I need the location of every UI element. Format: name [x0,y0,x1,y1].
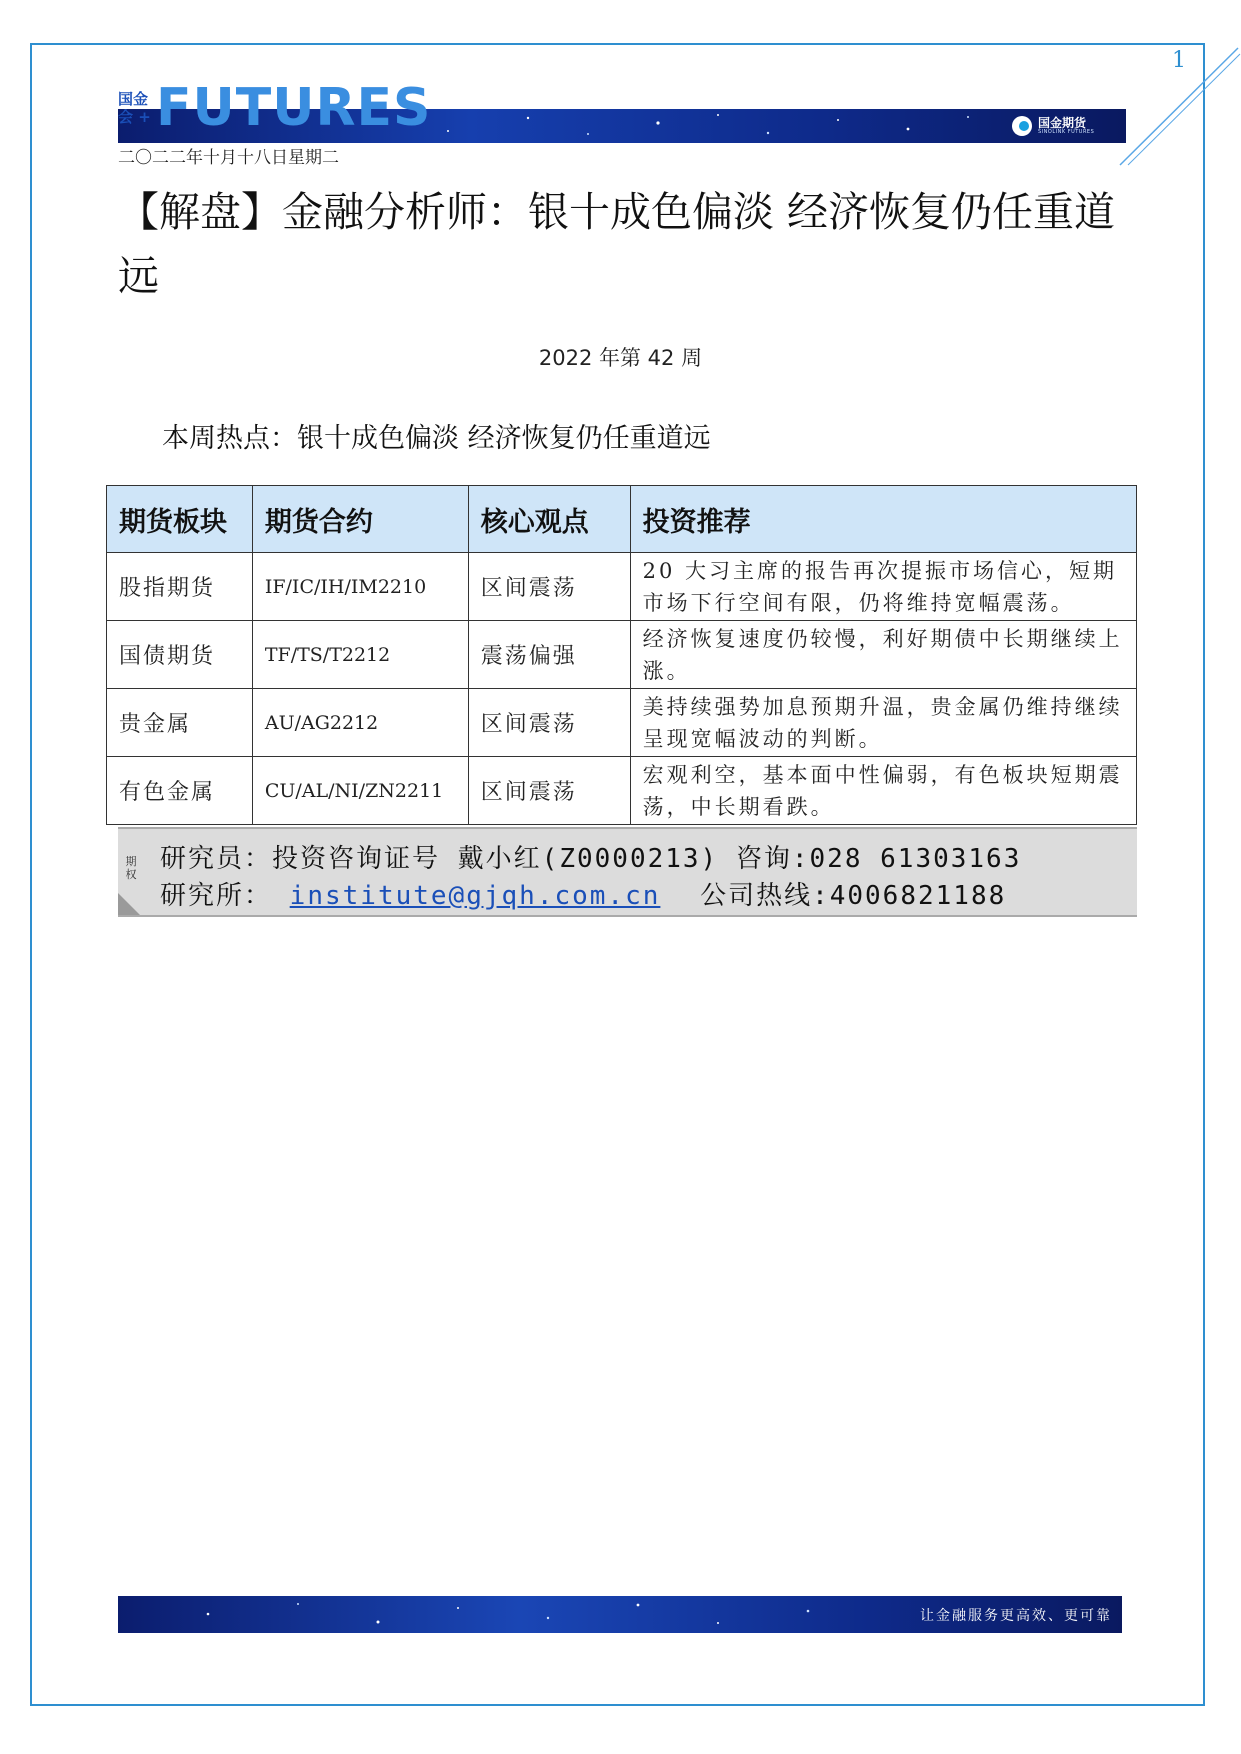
cell-recommendation: 经济恢复速度仍较慢，利好期债中长期继续上涨。 [630,621,1136,689]
futures-wordmark: FUTURES [156,78,432,138]
institute-label: 研究所： [160,881,273,911]
recommendation-table [106,485,1137,825]
logo-subtext: SINOLINK FUTURES [1038,129,1095,135]
cell-contract: AU/AG2212 [252,689,468,757]
contact-tag [122,855,140,881]
tag-line1: 期 [125,855,137,868]
mark-line2: 会 + [118,108,151,126]
hot-topic: 本周热点：银十成色偏淡 经济恢复仍任重道远 [162,423,711,454]
logo-text: 国金期货 [1038,116,1087,130]
cell-view: 震荡偏强 [468,621,630,689]
cell-contract: CU/AL/NI/ZN2211 [252,757,468,825]
header-view: 核心观点 [468,486,630,553]
table-header-row [107,486,1137,553]
footer-slogan: 让金融服务更高效、更可靠 [920,1608,1112,1624]
table-row [107,621,1137,689]
cell-sector: 国债期货 [107,621,253,689]
cell-view: 区间震荡 [468,689,630,757]
report-date: 二〇二二年十月十八日星期二 [118,148,339,168]
tag-line2: 权 [125,868,137,881]
cell-sector: 股指期货 [107,553,253,621]
table-row [107,757,1137,825]
guojin-mark [118,90,156,126]
hotline: 公司热线:4006821188 [700,881,1007,911]
consult-phone: 咨询:028 61303163 [735,844,1022,874]
cell-sector: 贵金属 [107,689,253,757]
sinolink-logo [1012,113,1122,139]
cell-recommendation: 美持续强势加息预期升温，贵金属仍维持继续呈现宽幅波动的判断。 [630,689,1136,757]
corner-fold [118,893,140,915]
cell-view: 区间震荡 [468,757,630,825]
footer-band [118,1596,1122,1633]
mark-line1: 国金 [118,90,149,108]
institute-line [160,875,1006,912]
researcher-label: 研究员：投资咨询证号 [160,844,441,874]
table-row [107,553,1137,621]
corner-decoration [1110,40,1241,170]
week-label: 2022 年第 42 周 [538,346,703,370]
header-recommendation: 投资推荐 [630,486,1136,553]
contact-box [118,827,1137,917]
researcher-line [160,838,1021,875]
cell-sector: 有色金属 [107,757,253,825]
page-number: 1 [1172,48,1186,73]
cell-recommendation: 宏观利空，基本面中性偏弱，有色板块短期震荡，中长期看跌。 [630,757,1136,825]
header-contract: 期货合约 [252,486,468,553]
report-title: 【解盘】金融分析师：银十成色偏淡 经济恢复仍任重道远 [118,188,1116,300]
cell-contract: TF/TS/T2212 [252,621,468,689]
cell-contract: IF/IC/IH/IM2210 [252,553,468,621]
cell-recommendation: 20 大习主席的报告再次提振市场信心，短期市场下行空间有限，仍将维持宽幅震荡。 [630,553,1136,621]
cell-view: 区间震荡 [468,553,630,621]
researcher-name: 戴小红(Z0000213) [457,844,719,874]
institute-email-link[interactable]: institute@gjqh.com.cn [289,881,661,911]
header-sector: 期货板块 [107,486,253,553]
table-row [107,689,1137,757]
logo-icon [1012,116,1032,136]
